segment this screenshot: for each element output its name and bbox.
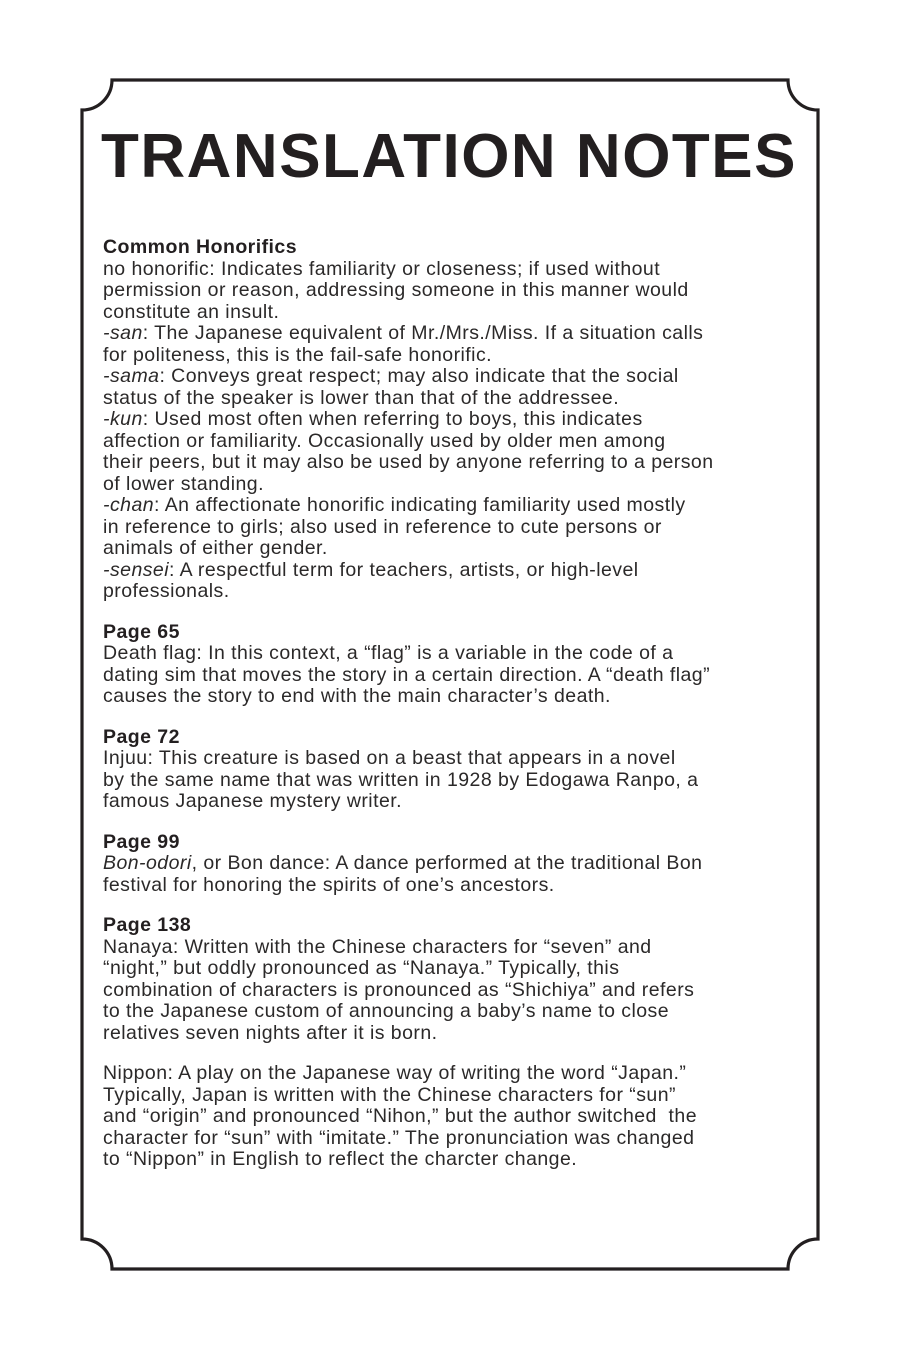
block-heading: Page 138 — [103, 914, 192, 936]
text-line: animals of either gender. — [103, 537, 328, 559]
text-line: permission or reason, addressing someone in this manner would — [103, 279, 689, 301]
text-line: no honorific: Indicates familiarity or closeness; if used without — [103, 257, 661, 280]
text-line: their peers, but it may also be used by anyone referring to a person — [103, 451, 714, 473]
block-heading: Page 72 — [103, 725, 180, 748]
text-line: Bon-odori, or Bon dance: A dance performed at the traditional Bon — [103, 852, 703, 874]
text-line: -san: The Japanese equivalent of Mr./Mrs./Miss. If a situation calls — [103, 322, 704, 344]
text-line: “night,” but oddly pronounced as “Nanaya.” Typically, this — [103, 957, 620, 979]
text-line: to “Nippon” in English to reflect the charcter change. — [103, 1148, 578, 1170]
text-line: dating sim that moves the story in a certain direction. A “death flag” — [103, 663, 711, 686]
text-line: Death flag: In this context, a “flag” is a variable in the code of a — [103, 642, 674, 664]
italic-term: -kun — [103, 408, 143, 430]
text-line: -kun: Used most often when referring to boys, this indicates — [103, 408, 643, 430]
note-block — [103, 622, 807, 708]
text-line: Nanaya: Written with the Chinese characters for “seven” and — [103, 935, 652, 958]
block-heading: Page 65 — [103, 620, 180, 643]
text-line: -sensei: A respectful term for teachers, artists, or high-level — [103, 558, 639, 581]
text-line: causes the story to end with the main character’s death. — [103, 685, 611, 707]
text-line: Nippon: A play on the Japanese way of writing the word “Japan.” — [103, 1062, 687, 1084]
text-line: famous Japanese mystery writer. — [103, 790, 402, 812]
block-heading: Page 99 — [103, 830, 180, 853]
text-line: to the Japanese custom of announcing a baby’s name to close — [103, 1000, 670, 1022]
text-line: festival for honoring the spirits of one’s ancestors. — [103, 873, 555, 896]
note-block — [103, 832, 807, 897]
italic-term: -san — [103, 322, 143, 344]
text-line: combination of characters is pronounced as “Shichiya” and refers — [103, 978, 695, 1001]
text-line: character for “sun” with “imitate.” The pronunciation was changed — [103, 1126, 695, 1149]
text-line: affection or familiarity. Occasionally used by older men among — [103, 429, 666, 452]
note-block — [103, 915, 807, 1044]
italic-term: -sama — [103, 365, 160, 387]
italic-term: -sensei — [103, 558, 170, 581]
text-line: constitute an insult. — [103, 300, 280, 323]
text-line: professionals. — [103, 580, 230, 602]
text-line: -sama: Conveys great respect; may also indicate that the social — [103, 365, 679, 387]
text-line: Typically, Japan is written with the Chinese characters for “sun” — [103, 1083, 676, 1106]
block-heading: Common Honorifics — [103, 236, 297, 258]
italic-term: Bon-odori — [103, 852, 192, 874]
text-line: for politeness, this is the fail-safe honorific. — [103, 343, 493, 366]
text-line: status of the speaker is lower than that of the addressee. — [103, 386, 620, 409]
text-line: relatives seven nights after it is born. — [103, 1021, 438, 1044]
italic-term: -chan — [103, 494, 155, 516]
notes-content — [103, 237, 807, 1171]
note-block — [103, 727, 807, 813]
text-line: Injuu: This creature is based on a beast that appears in a novel — [103, 747, 676, 769]
text-line: by the same name that was written in 1928 by Edogawa Ranpo, a — [103, 768, 699, 791]
note-block — [103, 237, 807, 603]
text-line: in reference to girls; also used in reference to cute persons or — [103, 515, 662, 538]
note-block — [103, 1063, 807, 1171]
text-line: -chan: An affectionate honorific indicating familiarity used mostly — [103, 494, 686, 516]
text-line: of lower standing. — [103, 472, 264, 495]
page-title: TRANSLATION NOTES — [101, 122, 797, 191]
text-line: and “origin” and pronounced “Nihon,” but the author switched the — [103, 1105, 698, 1127]
